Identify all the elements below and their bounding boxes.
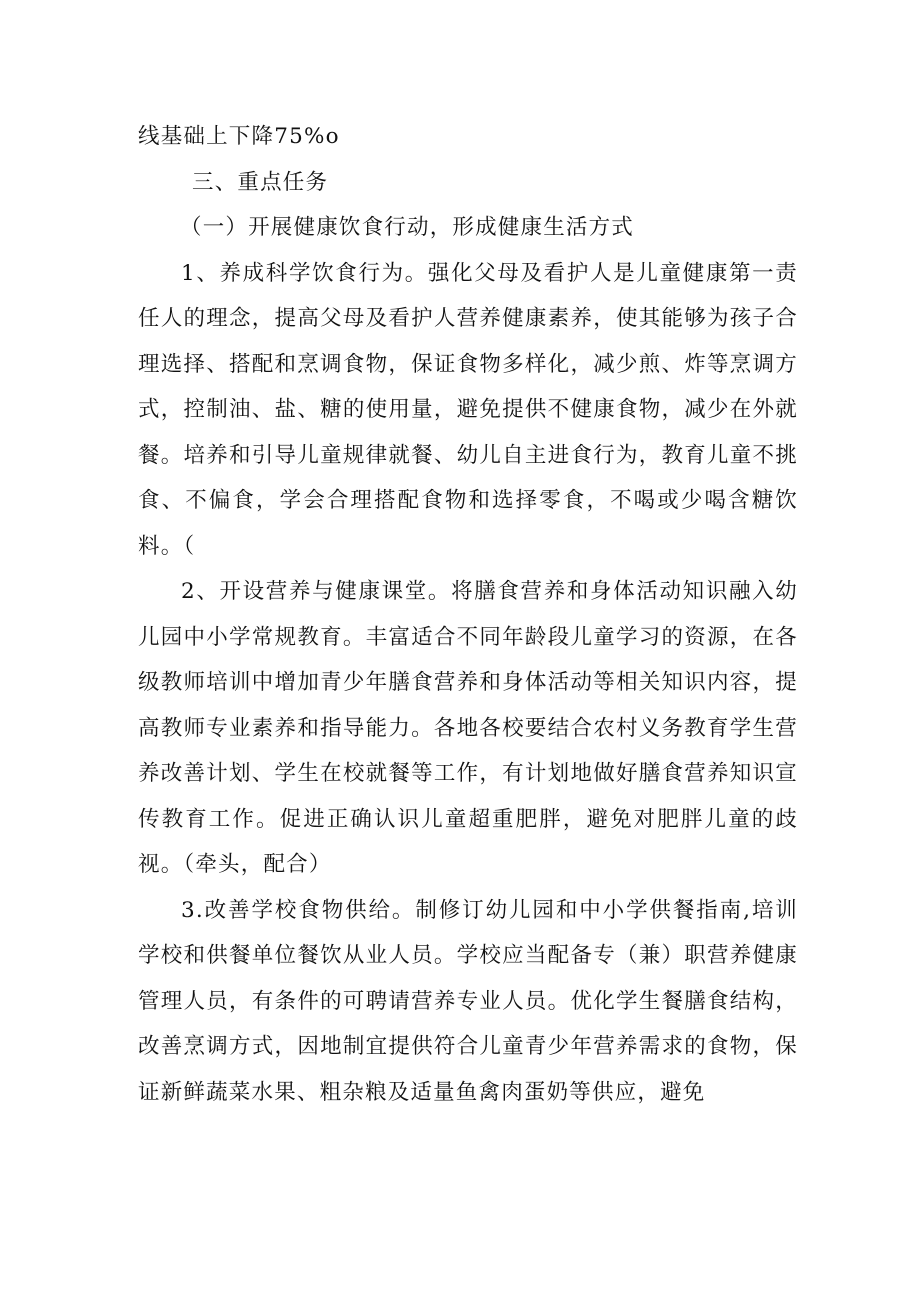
section-heading: 三、重点任务 [192,169,329,195]
subsection-heading: （一）开展健康饮食行动，形成健康生活方式 [180,215,635,240]
document-body [138,114,798,1115]
paragraph-item-3: 3.改善学校食物供给。制修订幼儿园和中小学供餐指南,培训学校和供餐单位餐饮从业人员。学校应当配备专（兼）职营养健康管理人员，有条件的可聘请营养专业人员。优化学生餐膳食结构，改善烹调方式，因地制宜提供符合儿童青少年营养需求的食物，保证新鲜蔬菜水果、粗杂粮及适量鱼禽肉蛋奶等供应，避免 [138,897,798,1105]
paragraph-item-1: 1、养成科学饮食行为。强化父母及看护人是儿童健康第一责任人的理念，提高父母及看护人营养健康素养，使其能够为孩子合理选择、搭配和烹调食物，保证食物多样化，减少煎、炸等烹调方式，控制油、盐、糖的使用量，避免提供不健康食物，减少在外就餐。培养和引导儿童规律就餐、幼儿自主进食行为，教育儿童不挑食、不偏食，学会合理搭配食物和选择零食，不喝或少喝含糖饮料。（ [138,260,798,559]
paragraph-item-2: 2、开设营养与健康课堂。将膳食营养和身体活动知识融入幼儿园中小学常规教育。丰富适合不同年龄段儿童学习的资源，在各级教师培训中增加青少年膳食营养和身体活动等相关知识内容，提高教师专业素养和指导能力。各地各校要结合农村义务教育学生营养改善计划、学生在校就餐等工作，有计划地做好膳食营养知识宣传教育工作。促进正确认识儿童超重肥胖，避免对肥胖儿童的歧视。（牵头，配合） [138,579,798,877]
paragraph-continuation: 线基础上下降75%o [138,124,340,149]
